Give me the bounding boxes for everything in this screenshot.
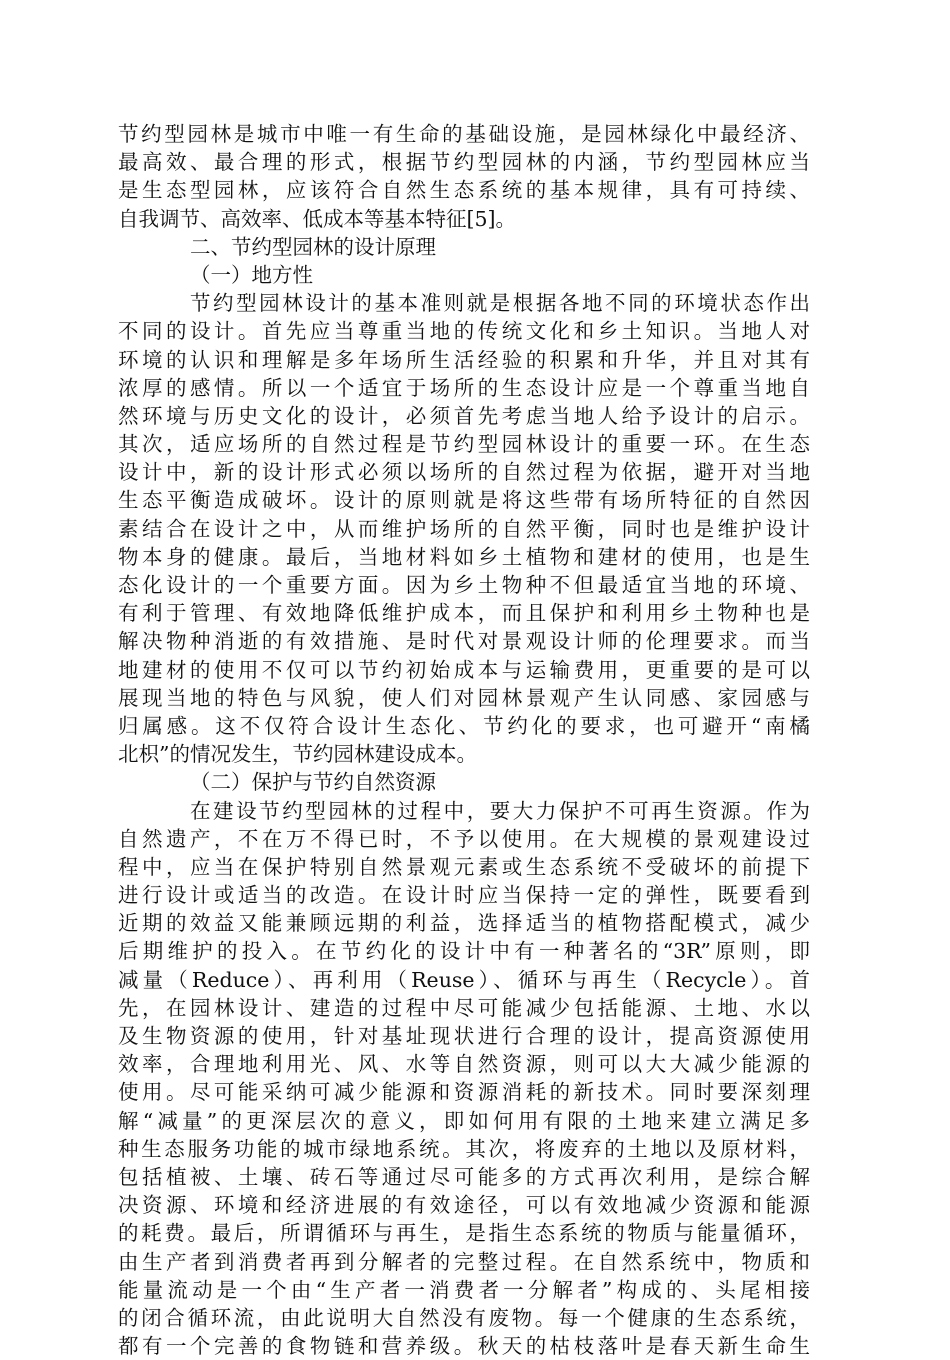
text-line: 由生产者到消费者再到分解者的完整过程。在自然系统中，物质和 [118, 1249, 810, 1274]
text-line: 使用。尽可能采纳可减少能源和资源消耗的新技术。同时要深刻理 [118, 1080, 810, 1105]
text-line: 效率，合理地利用光、风、水等自然资源，则可以大大减少能源的 [118, 1052, 810, 1077]
text-line: 不同的设计。首先应当尊重当地的传统文化和乡土知识。当地人对 [118, 319, 810, 344]
text-line: 减量（Reduce）、再利用（Reuse）、循环与再生（Recycle）。首 [118, 967, 810, 992]
text-line: 其次，适应场所的自然过程是节约型园林设计的重要一环。在生态 [118, 432, 810, 457]
text-line: 种生态服务功能的城市绿地系统。其次，将废弃的土地以及原材料， [118, 1136, 810, 1161]
text-line: 展现当地的特色与风貌，使人们对园林景观产生认同感、家园感与 [118, 685, 810, 710]
text-line: 近期的效益又能兼顾远期的利益，选择适当的植物搭配模式，减少 [118, 911, 810, 936]
text-line: 节约型园林设计的基本准则就是根据各地不同的环境状态作出 [190, 291, 810, 316]
section-heading: （二）保护与节约自然资源 [190, 770, 436, 795]
text-line: 最高效、最合理的形式，根据节约型园林的内涵，节约型园林应当 [118, 150, 810, 175]
text-line: 包括植被、土壤、砖石等通过尽可能多的方式再次利用，是综合解 [118, 1164, 810, 1189]
text-line: 都有一个完善的食物链和营养级。秋天的枯枝落叶是春天新生命生 [118, 1334, 810, 1359]
text-line: 后期维护的投入。在节约化的设计中有一种著名的“3R”原则，即 [118, 939, 810, 964]
text-line: 是生态型园林，应该符合自然生态系统的基本规律，具有可持续、 [118, 178, 810, 203]
text-line: 解“减量”的更深层次的意义，即如何用有限的土地来建立满足多 [118, 1108, 810, 1133]
text-line: 自然遗产，不在万不得已时，不予以使用。在大规模的景观建设过 [118, 826, 810, 851]
text-line: 物本身的健康。最后，当地材料如乡土植物和建材的使用，也是生 [118, 544, 810, 569]
text-line: 有利于管理、有效地降低维护成本，而且保护和利用乡土物种也是 [118, 601, 810, 626]
text-line: 态化设计的一个重要方面。因为乡土物种不但最适宜当地的环境、 [118, 573, 810, 597]
text-line: 进行设计或适当的改造。在设计时应当保持一定的弹性，既要看到 [118, 883, 810, 908]
text-line: 地建材的使用不仅可以节约初始成本与运输费用，更重要的是可以 [118, 657, 810, 682]
text-line: 浓厚的感情。所以一个适宜于场所的生态设计应是一个尊重当地自 [118, 375, 810, 400]
text-line: 然环境与历史文化的设计，必须首先考虑当地人给予设计的启示。 [118, 403, 810, 428]
section-heading: （一）地方性 [190, 262, 313, 287]
text-line: 能量流动是一个由“生产者一消费者一分解者”构成的、头尾相接 [118, 1277, 810, 1302]
text-line: 在建设节约型园林的过程中，要大力保护不可再生资源。作为 [190, 798, 810, 823]
text-line: 环境的认识和理解是多年场所生活经验的积累和升华，并且对其有 [118, 347, 810, 372]
text-line: 的闭合循环流，由此说明大自然没有废物。每一个健康的生态系统， [118, 1305, 810, 1330]
text-line: 的耗费。最后，所谓循环与再生，是指生态系统的物质与能量循环， [118, 1221, 810, 1246]
text-line: 解决物种消逝的有效措施、是时代对景观设计师的伦理要求。而当 [118, 629, 810, 654]
document-body [118, 120, 810, 1360]
text-line: 素结合在设计之中，从而维护场所的自然平衡，同时也是维护设计 [118, 516, 810, 541]
text-line: 生态平衡造成破坏。设计的原则就是将这些带有场所特征的自然因 [118, 488, 810, 513]
text-line: 设计中，新的设计形式必须以场所的自然过程为依据，避开对当地 [118, 460, 810, 485]
text-line: 先，在园林设计、建造的过程中尽可能减少包括能源、土地、水以 [118, 995, 810, 1020]
section-heading: 二、节约型园林的设计原理 [190, 234, 436, 259]
text-line: 节约型园林是城市中唯一有生命的基础设施，是园林绿化中最经济、 [118, 122, 810, 146]
text-line: 归属感。这不仅符合设计生态化、节约化的要求，也可避开“南橘 [118, 713, 810, 738]
text-line: 自我调节、高效率、低成本等基本特征[5]。 [118, 206, 517, 231]
text-line: 北枳”的情况发生，节约园林建设成本。 [118, 742, 477, 767]
text-line: 及生物资源的使用，针对基址现状进行合理的设计，提高资源使用 [118, 1024, 810, 1048]
text-line: 程中，应当在保护特别自然景观元素或生态系统不受破坏的前提下 [118, 854, 810, 879]
text-line: 决资源、环境和经济进展的有效途径，可以有效地减少资源和能源 [118, 1193, 810, 1218]
